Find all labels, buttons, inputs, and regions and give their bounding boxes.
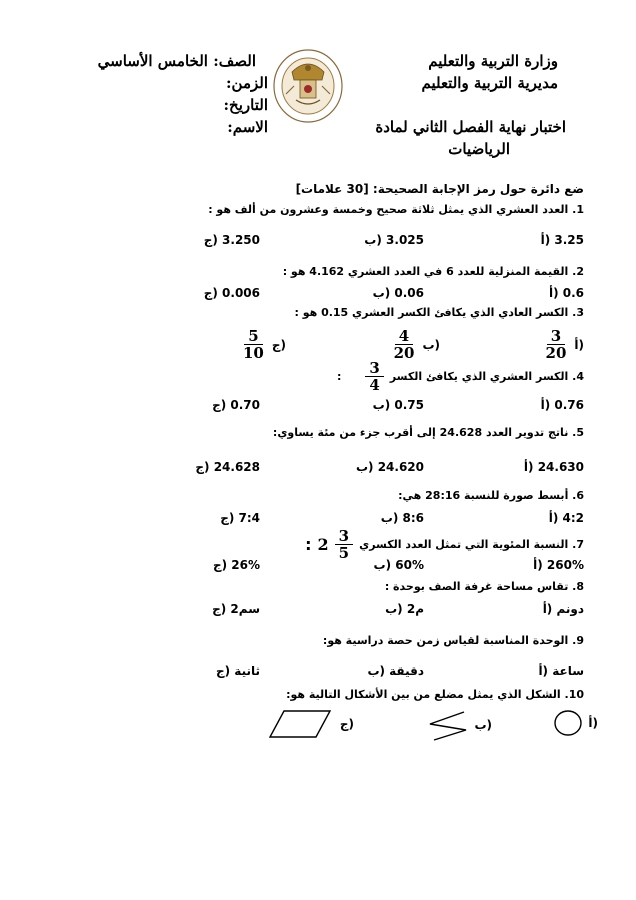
question-2-option-a[interactable]: 0.6 (أ — [548, 286, 584, 300]
question-9-option-c[interactable]: ثانية (ج — [215, 664, 260, 678]
question-1-option-b[interactable]: 3.025 (ب — [364, 233, 424, 247]
option-a-fraction: $\frac{3}{20}$ — [545, 327, 567, 362]
date-label: التاريخ: — [223, 96, 268, 114]
question-9-text: 9. الوحدة المناسبة لقياس زمن حصة دراسية هو: — [322, 634, 584, 647]
option-b-marker: (ب — [422, 337, 440, 352]
question-9-option-b[interactable]: دقيقة (ب — [367, 664, 424, 678]
question-4-option-c[interactable]: 0.70 (ج — [212, 398, 260, 412]
question-2-option-b[interactable]: 0.06 (ب — [372, 286, 424, 300]
question-5-option-b[interactable]: 24.620 (ب — [355, 460, 424, 474]
option-b-marker: (ب — [474, 718, 492, 732]
name-label: الاسم: — [227, 118, 268, 136]
question-10-option-c[interactable] — [268, 708, 354, 740]
question-2-text: 2. القيمة المنزلية للعدد 6 في العدد العشري 4.162 هو : — [282, 265, 584, 278]
option-a-marker: (أ — [574, 337, 584, 352]
question-5-option-a[interactable]: 24.630 (أ — [523, 460, 584, 474]
question-3-option-a[interactable] — [542, 328, 584, 361]
class-label: الصف: — [213, 52, 256, 70]
question-4-option-a[interactable]: 0.76 (أ — [540, 398, 584, 412]
exam-title-line-2: الرياضيات — [448, 140, 510, 158]
question-7-option-c[interactable]: 26% (ج — [212, 558, 260, 572]
question-7-fraction: $\frac{3}{5}$ — [335, 528, 353, 561]
open-zigzag-shape-icon — [426, 708, 470, 742]
question-7-text: 7. النسبة المئوية التي تمثل العدد الكسري — [359, 538, 584, 551]
option-c-marker: (ج — [271, 337, 286, 352]
ministry-name: وزارة التربية والتعليم — [428, 52, 558, 70]
option-c-marker: (ج — [339, 717, 354, 731]
class-field — [98, 52, 256, 70]
circle-shape-icon — [552, 708, 584, 738]
question-7-option-a[interactable]: 260% (أ — [533, 558, 584, 572]
question-1-text: 1. العدد العشري الذي يمثل ثلاثة صحيح وخمسة وعشرون من ألف هو : — [208, 203, 584, 216]
question-1-option-a[interactable]: 3.25 (أ — [540, 233, 584, 247]
question-6-option-c[interactable]: 7:4 (ج — [220, 511, 260, 525]
question-8-text: 8. تقاس مساحة غرفة الصف بوحدة : — [384, 580, 584, 593]
class-value: الخامس الأساسي — [97, 52, 208, 70]
question-3-option-b[interactable] — [390, 328, 440, 361]
question-1-option-c[interactable]: 3.250 (ج — [203, 233, 260, 247]
question-2-option-c[interactable]: 0.006 (ج — [203, 286, 260, 300]
question-4-stem — [337, 360, 584, 393]
question-8-option-b[interactable]: م2 (ب — [385, 602, 424, 616]
question-6-text: 6. أبسط صورة للنسبة 28:16 هي: — [398, 489, 584, 502]
question-5-option-c[interactable]: 24.628 (ج — [195, 460, 260, 474]
question-8-option-a[interactable]: دونم (أ — [542, 602, 584, 616]
question-6-option-a[interactable]: 4:2 (أ — [548, 511, 584, 525]
question-3-option-c[interactable] — [239, 328, 286, 361]
question-4-fraction: $\frac{3}{4}$ — [365, 360, 383, 393]
exam-title-line-1: اختبار نهاية الفصل الثاني لمادة — [375, 118, 566, 136]
question-8-option-c[interactable]: سم2 (ج — [212, 602, 260, 616]
question-10-option-a[interactable] — [552, 708, 598, 738]
question-7-whole: 2 — [317, 535, 329, 554]
question-4-option-b[interactable]: 0.75 (ب — [372, 398, 424, 412]
directorate-name: مديرية التربية والتعليم — [421, 74, 558, 92]
ministry-emblem-logo — [270, 42, 346, 126]
parallelogram-shape-icon — [268, 708, 332, 740]
question-7-stem — [305, 528, 584, 561]
instruction-text: ضع دائرة حول رمز الإجابة الصحيحة: [30 علامات] — [295, 182, 584, 196]
option-b-fraction: $\frac{4}{20}$ — [393, 327, 415, 362]
question-6-option-b[interactable]: 8:6 (ب — [380, 511, 424, 525]
question-9-option-a[interactable]: ساعة (أ — [538, 664, 584, 678]
question-4-text: 4. الكسر العشري الذي يكافئ الكسر — [389, 370, 584, 383]
question-7-option-b[interactable]: 60% (ب — [373, 558, 424, 572]
option-a-marker: (أ — [588, 716, 598, 730]
question-3-text: 3. الكسر العادي الذي يكافئ الكسر العشري 0.15 هو : — [294, 306, 584, 319]
time-label: الزمن: — [225, 74, 268, 92]
option-c-fraction: $\frac{5}{10}$ — [242, 327, 264, 362]
question-7-colon: : — [305, 535, 312, 554]
question-10-text: 10. الشكل الذي يمثل مضلع من بين الأشكال التالية هو: — [286, 688, 584, 701]
question-5-text: 5. ناتج تدوير العدد 24.628 إلى أقرب جزء من مئة يساوي: — [272, 426, 584, 439]
question-10-option-b[interactable] — [426, 708, 492, 742]
question-4-colon: : — [336, 370, 342, 383]
